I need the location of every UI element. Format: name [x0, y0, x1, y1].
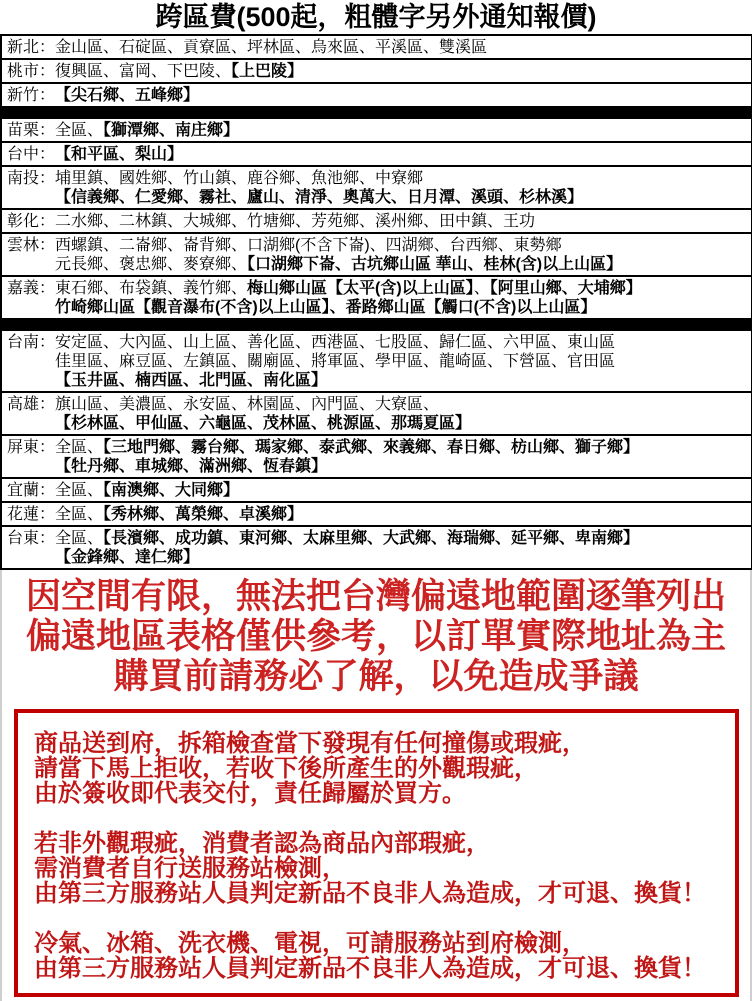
region-label: 新竹：	[7, 87, 56, 104]
region-label: 屏東：	[7, 439, 56, 456]
disclaimer-line: 購買前請務必了解，以免造成爭議	[113, 657, 639, 696]
fee-table-row-taoyuan	[2, 60, 751, 84]
fee-table-row-taitung	[2, 527, 751, 570]
fee-table-row-tainan	[2, 331, 751, 393]
region-areas-line	[55, 212, 747, 231]
fee-table	[0, 34, 752, 570]
region-areas-line	[55, 352, 747, 371]
region-areas-line	[55, 371, 747, 390]
region-areas-line	[55, 529, 747, 548]
region-areas-line	[55, 548, 747, 567]
area-segment: 金山區、石碇區、貢寮區、坪林區、烏來區、平溪區、雙溪區	[55, 39, 488, 56]
fee-table-row-yunlin	[2, 234, 751, 277]
region-areas	[55, 86, 747, 105]
region-label: 桃市：	[7, 63, 56, 80]
warning-paragraph	[34, 931, 729, 981]
area-segment-bold: 【杉林區、甲仙區、六龜區、茂林區、桃源區、那瑪夏區】	[55, 415, 472, 432]
region-label: 彰化：	[7, 213, 56, 230]
area-segment: 旗山區、美濃區、永安區、林園區、內門區、大寮區、	[55, 396, 440, 413]
region-label: 南投：	[7, 170, 56, 187]
region-areas-line	[55, 255, 747, 274]
region-areas	[55, 169, 747, 207]
region-areas-line	[55, 457, 747, 476]
region-areas-line	[55, 86, 747, 105]
fee-table-row-yilan	[2, 479, 751, 503]
fee-table-row-kaohsiung	[2, 393, 751, 436]
warning-line: 需消費者自行送服務站檢測，	[34, 855, 346, 882]
region-areas-line	[55, 298, 747, 317]
area-segment: 安定區、大內區、山上區、善化區、西港區、七股區、歸仁區、六甲區、東山區	[55, 334, 616, 351]
region-label: 台東：	[7, 530, 56, 547]
region-areas-line	[55, 188, 747, 207]
region-areas-line	[55, 438, 747, 457]
warning-line: 請當下馬上拒收，若收下後所產生的外觀瑕疵，	[34, 755, 538, 782]
disclaimer-line: 因空間有限，無法把台灣偏遠地範圍逐筆列出	[25, 577, 726, 616]
fee-table-row-miaoli	[2, 119, 751, 143]
region-areas-line	[55, 38, 747, 57]
fee-table-row-hualien	[2, 503, 751, 527]
region-label: 苗栗：	[7, 122, 56, 139]
region-areas-line	[55, 414, 747, 433]
area-segment-bold: 【牡丹鄉、車城鄉、滿洲鄉、恆春鎮】	[55, 458, 328, 475]
area-segment: 復興區、富岡、下巴陵、	[55, 63, 232, 80]
area-segment-bold: 【獅潭鄉、南庄鄉】	[103, 122, 240, 139]
region-areas	[55, 279, 747, 317]
region-areas-line	[55, 169, 747, 188]
region-areas	[55, 62, 747, 81]
area-segment-bold: 【三地門鄉、霧台鄉、瑪家鄉、泰武鄉、來義鄉、春日鄉、枋山鄉、獅子鄉】	[103, 439, 640, 456]
region-areas	[55, 395, 747, 433]
area-segment: 佳里區、麻豆區、左鎮區、關廟區、將軍區、學甲區、龍崎區、下營區、官田區	[55, 353, 616, 370]
warning-paragraph	[34, 731, 729, 806]
region-areas	[55, 236, 747, 274]
region-label: 雲林：	[7, 237, 56, 254]
region-label: 高雄：	[7, 396, 56, 413]
area-segment: 全區、	[55, 482, 104, 499]
region-areas-line	[55, 505, 747, 524]
region-areas	[55, 121, 747, 140]
fee-table-row-hsinchu	[2, 84, 751, 108]
region-areas-line	[55, 62, 747, 81]
section-divider-bar	[2, 320, 751, 331]
lower-section	[0, 570, 752, 1001]
area-segment: 全區、	[55, 530, 104, 547]
area-segment: 全區、	[55, 439, 104, 456]
section-divider-bar	[2, 108, 751, 119]
fee-table-row-nantou	[2, 167, 751, 210]
warranty-warning-box	[14, 709, 739, 997]
region-areas	[55, 438, 747, 476]
area-segment-bold: 【秀林鄉、萬榮鄉、卓溪鄉】	[103, 506, 304, 523]
area-segment-bold: 【阿里山鄉、大埔鄉】	[489, 280, 642, 297]
fee-table-row-chiayi	[2, 277, 751, 320]
warning-line: 由第三方服務站人員判定新品不良非人為造成，才可退、換貨！	[34, 955, 706, 982]
warning-line: 由第三方服務站人員判定新品不良非人為造成，才可退、換貨！	[34, 880, 706, 907]
remote-area-disclaimer	[2, 570, 750, 697]
area-segment-bold: 梅山鄉山區【太平(含)以上山區】	[247, 280, 474, 297]
area-segment: 全區、	[55, 506, 104, 523]
area-segment-bold: 【信義鄉、仁愛鄉、霧社、廬山、清淨、奧萬大、日月潭、溪頭、杉林溪】	[55, 189, 584, 206]
region-areas-line	[55, 333, 747, 352]
area-segment: 埔里鎮、國姓鄉、竹山鎮、鹿谷鄉、魚池鄉、中寮鄉	[55, 170, 424, 187]
region-label: 台南：	[7, 334, 56, 351]
region-areas-line	[55, 395, 747, 414]
area-segment-bold: 【玉井區、楠西區、北門區、南化區】	[55, 372, 328, 389]
region-label: 宜蘭：	[7, 482, 56, 499]
area-segment-bold: 【口湖鄉下崙、古坑鄉山區 華山、桂林(含)以上山區】	[247, 256, 623, 273]
area-segment: 二水鄉、二林鎮、大城鄉、竹塘鄉、芳苑鄉、溪州鄉、田中鎮、王功	[55, 213, 536, 230]
area-segment: 、	[473, 280, 490, 297]
region-areas	[55, 333, 747, 390]
area-segment-bold: 【金鋒鄉、達仁鄉】	[55, 549, 200, 566]
region-label: 嘉義：	[7, 280, 56, 297]
warning-line: 商品送到府，拆箱檢查當下發現有任何撞傷或瑕疵，	[34, 730, 586, 757]
region-label: 新北：	[7, 39, 56, 56]
area-segment: 全區、	[55, 122, 104, 139]
area-segment-bold: 竹崎鄉山區【觀音瀑布(不含)以上山區】、番路鄉山區【觸口(不含)以上山區】	[55, 299, 597, 316]
area-segment-bold: 【長濱鄉、成功鎮、東河鄉、太麻里鄉、大武鄉、海瑞鄉、延平鄉、卑南鄉】	[103, 530, 640, 547]
fee-table-row-changhua	[2, 210, 751, 234]
area-segment: 西螺鎮、二崙鄉、崙背鄉、口湖鄉(不含下崙)、四湖鄉、台西鄉、東勢鄉	[55, 237, 562, 254]
region-areas	[55, 529, 747, 567]
region-label: 花蓮：	[7, 506, 56, 523]
region-areas-line	[55, 236, 747, 255]
region-areas-line	[55, 481, 747, 500]
region-areas	[55, 505, 747, 524]
area-segment-bold: 【南澳鄉、大同鄉】	[103, 482, 240, 499]
fee-table-row-pingtung	[2, 436, 751, 479]
warning-line: 冷氣、冰箱、洗衣機、電視，可請服務站到府檢測，	[34, 930, 586, 957]
region-areas	[55, 212, 747, 231]
region-areas	[55, 38, 747, 57]
region-areas	[55, 145, 747, 164]
warning-line: 若非外觀瑕疵，消費者認為商品內部瑕疵，	[34, 830, 490, 857]
region-areas-line	[55, 145, 747, 164]
area-segment: 東石鄉、布袋鎮、義竹鄉、	[55, 280, 248, 297]
region-areas	[55, 481, 747, 500]
region-areas-line	[55, 279, 747, 298]
warning-line: 由於簽收即代表交付，責任歸屬於買方。	[34, 780, 466, 807]
warning-paragraph	[34, 831, 729, 906]
fee-table-row-taichung	[2, 143, 751, 167]
area-segment-bold: 【和平區、梨山】	[55, 146, 184, 163]
disclaimer-line: 偏遠地區表格僅供參考，以訂單實際地址為主	[25, 617, 726, 656]
page-title: 跨區費(500起，粗體字另外通知報價)	[155, 2, 597, 32]
region-label: 台中：	[7, 146, 56, 163]
fee-table-row-new-taipei	[2, 36, 751, 60]
area-segment: 元長鄉、褒忠鄉、麥寮鄉、	[55, 256, 248, 273]
area-segment-bold: 【上巴陵】	[231, 63, 304, 80]
area-segment-bold: 【尖石鄉、五峰鄉】	[55, 87, 200, 104]
region-areas-line	[55, 121, 747, 140]
